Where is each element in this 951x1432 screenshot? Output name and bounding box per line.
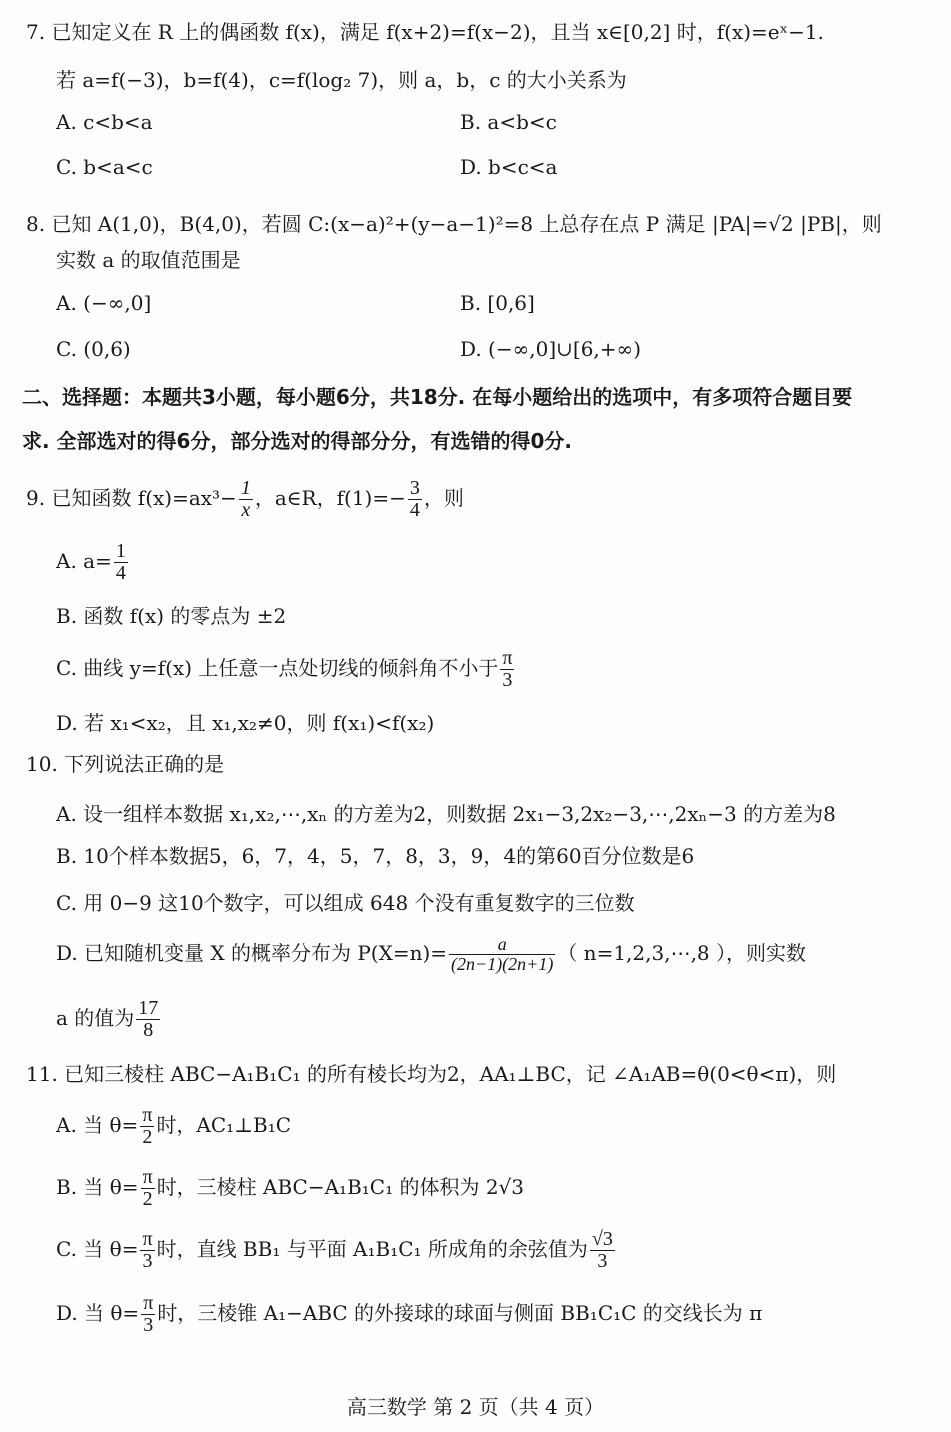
option-d-text: D. 当 θ= — [56, 1301, 140, 1325]
question-10-option-a: A. 设一组样本数据 x₁,x₂,⋯,xₙ 的方差为2，则数据 2x₁−3,2x₂−3,⋯,2xₙ−3 的方差为8 — [56, 802, 836, 826]
option-d-cont-text: a 的值为 — [56, 1006, 135, 1030]
option-c-text: C. 曲线 y=f(x) 上任意一点处切线的倾斜角不小于 — [56, 656, 499, 680]
fraction-denominator: 4 — [409, 499, 420, 521]
fraction-numerator: 1 — [115, 540, 126, 562]
section-2-heading: 二、选择题：本题共3小题，每小题6分，共18分. 在每小题给出的选项中，有多项符合题目要 — [22, 385, 853, 409]
option-b-text-post: 时，三棱柱 ABC−A₁B₁C₁ 的体积为 2√3 — [156, 1175, 525, 1199]
fraction-denominator: 3 — [597, 1250, 608, 1272]
question-9-option-b: B. 函数 f(x) 的零点为 ±2 — [56, 604, 287, 628]
page-footer: 高三数学 第 2 页（共 4 页） — [346, 1395, 605, 1419]
fraction-numerator: π — [142, 1104, 153, 1126]
fraction-numerator: a — [449, 935, 555, 955]
fraction-denominator: 8 — [143, 1019, 154, 1041]
fraction — [500, 648, 514, 691]
fraction-denominator: 4 — [115, 562, 126, 584]
question-9-stem-post: ，则 — [423, 486, 464, 510]
question-8-option-c: C. (0,6) — [56, 337, 131, 361]
fraction-numerator: √3 — [591, 1228, 613, 1250]
fraction — [449, 935, 555, 974]
question-9-option-c — [56, 648, 516, 691]
question-11-option-d — [56, 1293, 762, 1336]
fraction-denominator: 2 — [142, 1126, 153, 1148]
fraction — [141, 1293, 155, 1336]
question-10-option-b: B. 10个样本数据5，6，7，4，5，7，8，3，9，4的第60百分位数是6 — [56, 844, 695, 868]
option-a-text: A. 当 θ= — [56, 1113, 139, 1137]
fraction — [590, 1229, 615, 1272]
fraction — [114, 541, 128, 584]
question-8-option-b: B. [0,6] — [460, 291, 535, 315]
question-9-option-d: D. 若 x₁<x₂，且 x₁,x₂≠0，则 f(x₁)<f(x₂) — [56, 711, 435, 735]
question-7-option-a: A. c<b<a — [56, 110, 153, 134]
fraction — [141, 1167, 155, 1210]
question-10-option-d — [56, 935, 806, 974]
fraction-denominator: 3 — [502, 669, 513, 691]
fraction-numerator: 1 — [240, 477, 251, 499]
fraction-numerator: π — [502, 647, 513, 669]
option-c-text-mid: 时，直线 BB₁ 与平面 A₁B₁C₁ 所成角的余弦值为 — [156, 1237, 588, 1261]
fraction-numerator: 17 — [138, 997, 159, 1019]
fraction-denominator: 2 — [142, 1188, 153, 1210]
option-d-text-post: （ n=1,2,3,⋯,8 ），则实数 — [557, 940, 807, 965]
fraction-denominator: (2n−1)(2n+1) — [451, 953, 554, 974]
question-7-option-c: C. b<a<c — [56, 155, 153, 179]
question-8-option-a: A. (−∞,0] — [56, 291, 152, 315]
fraction — [140, 1229, 154, 1272]
option-d-text: D. 已知随机变量 X 的概率分布为 P(X=n)= — [56, 940, 448, 965]
question-9-option-a — [56, 541, 130, 584]
question-7-option-b: B. a<b<c — [460, 110, 557, 134]
question-8-option-d: D. (−∞,0]∪[6,+∞) — [460, 337, 642, 361]
question-10-option-d-cont — [56, 998, 162, 1041]
question-9-stem — [26, 478, 464, 521]
option-d-text-post: 时，三棱锥 A₁−ABC 的外接球的球面与侧面 BB₁C₁C 的交线长为 π — [157, 1301, 763, 1325]
question-9-stem-mid: ，a∈R，f(1)=− — [254, 486, 406, 510]
question-7-stem: 7. 已知定义在 R 上的偶函数 f(x)，满足 f(x+2)=f(x−2)，且当 x∈[0,2] 时，f(x)=eˣ−1. — [26, 20, 824, 44]
fraction-denominator: x — [241, 499, 251, 521]
fraction — [140, 1105, 154, 1148]
fraction — [239, 478, 253, 521]
option-c-text: C. 当 θ= — [56, 1237, 139, 1261]
fraction-numerator: π — [142, 1166, 153, 1188]
fraction — [136, 998, 160, 1041]
question-7-option-d: D. b<c<a — [460, 155, 558, 179]
question-9-stem-pre: 9. 已知函数 f(x)=ax³− — [26, 486, 237, 510]
fraction-numerator: π — [143, 1292, 154, 1314]
fraction — [408, 478, 422, 521]
option-b-text: B. 当 θ= — [56, 1175, 139, 1199]
question-11-option-b — [56, 1167, 524, 1210]
fraction-denominator: 3 — [142, 1250, 153, 1272]
question-7-stem-cont: 若 a=f(−3)，b=f(4)，c=f(log₂ 7)，则 a，b，c 的大小关系为 — [56, 68, 627, 92]
question-10-option-c: C. 用 0−9 这10个数字，可以组成 648 个没有重复数字的三位数 — [56, 891, 635, 915]
question-11-option-c — [56, 1229, 617, 1272]
section-2-heading-cont: 求. 全部选对的得6分，部分选对的得部分分，有选错的得0分. — [22, 429, 572, 453]
fraction-numerator: 3 — [409, 477, 420, 499]
question-10-stem: 10. 下列说法正确的是 — [26, 752, 225, 776]
question-8-stem: 8. 已知 A(1,0)，B(4,0)，若圆 C:(x−a)²+(y−a−1)²=8 上总存在点 P 满足 |PA|=√2 |PB|，则 — [26, 212, 882, 236]
fraction-numerator: π — [142, 1228, 153, 1250]
question-11-stem: 11. 已知三棱柱 ABC−A₁B₁C₁ 的所有棱长均为2，AA₁⊥BC，记 ∠A₁AB=θ(0<θ<π)，则 — [26, 1062, 837, 1086]
question-8-stem-cont: 实数 a 的取值范围是 — [56, 248, 241, 272]
question-11-option-a — [56, 1105, 291, 1148]
option-a-text-post: 时，AC₁⊥B₁C — [156, 1113, 292, 1137]
option-a-text: A. a= — [56, 549, 112, 573]
fraction-denominator: 3 — [143, 1314, 154, 1336]
